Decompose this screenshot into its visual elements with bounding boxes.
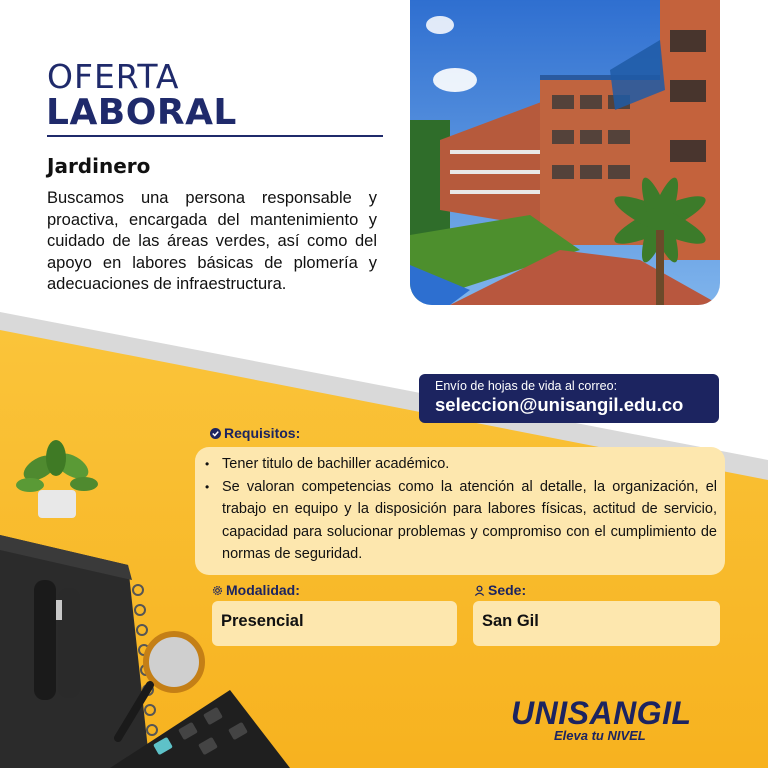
title-line-1: OFERTA	[47, 57, 180, 96]
title-divider	[47, 135, 383, 137]
job-title: Jardinero	[47, 154, 151, 178]
campus-heading	[474, 582, 526, 598]
job-description: Buscamos una persona responsable y proactiva, encargada del mantenimiento y cuidado de las áreas verdes, así como del apoyo en labores básicas de plomería y adecuaciones de infraestructura.	[47, 189, 377, 293]
check-circle-icon	[210, 428, 221, 439]
brand-slogan: Eleva tu NIVEL	[554, 728, 646, 743]
modality-heading	[212, 582, 300, 598]
requirements-heading-label: Requisitos:	[224, 425, 301, 441]
email-contact-box	[419, 374, 719, 423]
campus-heading-label: Sede:	[488, 582, 527, 598]
requirement-text: Tener titulo de bachiller académico.	[222, 456, 450, 472]
email-link[interactable]: seleccion@unisangil.edu.co	[435, 394, 684, 415]
modality-field: Presencial	[212, 601, 457, 646]
email-label: Envío de hojas de vida al correo:	[435, 379, 618, 393]
requirement-text: Se valoran competencias como la atención al detalle, la organización, el trabajo en equipo y la disposición para labores físicas, actitud de servicio, capacidad para solucionar problemas y compromiso con el cumplimiento de normas de seguridad.	[222, 478, 717, 562]
plant-icon	[16, 440, 98, 518]
gear-icon	[212, 585, 223, 596]
campus-photo	[410, 0, 720, 305]
requirements-heading	[210, 425, 300, 441]
list-item: • Tener titulo de bachiller académico.	[205, 456, 450, 472]
brand-logo: UNISANGIL	[511, 695, 692, 731]
modality-heading-label: Modalidad:	[226, 582, 300, 598]
list-item: • Se valoran competencias como la atención al detalle, la organización, el trabajo en equipo y la disposición para labores físicas, actitud de servicio, capacidad para solucionar problemas y compromiso con el cumplimiento de normas de seguridad.	[205, 478, 717, 562]
requirements-list	[205, 453, 717, 566]
location-person-icon	[474, 585, 485, 596]
requirements-box	[195, 447, 725, 575]
title-line-2: LABORAL	[46, 92, 237, 133]
campus-field: San Gil	[473, 601, 720, 646]
